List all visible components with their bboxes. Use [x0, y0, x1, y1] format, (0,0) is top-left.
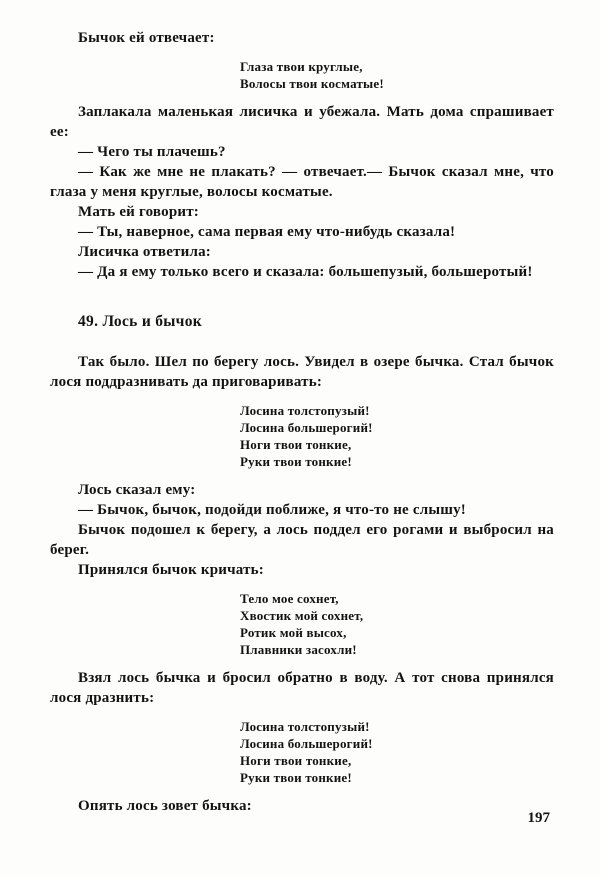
verse-line: Ноги твои тонкие, — [240, 753, 352, 768]
dialogue-line: — Да я ему только всего и сказала: большепузый, большеротый! — [78, 264, 533, 280]
story-paragraph: Принялся бычок кричать: — [78, 562, 265, 578]
verse-line: Плавники засохли! — [240, 642, 357, 657]
verse-line: Тело мое сохнет, — [240, 591, 339, 606]
story-paragraph: Бычок подошел к берегу, а лось поддел его рогами и выбросил на берег. — [50, 522, 554, 558]
verse-line: Руки твои тонкие! — [240, 770, 352, 785]
verse-line: Лосина большерогий! — [240, 736, 373, 751]
verse-line: Руки твои тонкие! — [240, 454, 352, 469]
verse-line: Глаза твои круглые, — [240, 59, 363, 74]
verse-line: Лосина толстопузый! — [240, 403, 370, 418]
verse-line: Ротик мой высох, — [240, 625, 347, 640]
dialogue-line: — Как же мне не плакать? — отвечает.— Бычок сказал мне, что глаза у меня круглые, волосы косматые. — [50, 164, 554, 200]
verse-block — [240, 58, 554, 92]
story-paragraph: Так было. Шел по берегу лось. Увидел в озере бычка. Стал бычок лося поддразнивать да приговаривать: — [50, 354, 554, 390]
story-paragraph: Опять лось зовет бычка: — [78, 798, 252, 814]
dialogue-line: — Чего ты плачешь? — [78, 144, 226, 160]
verse-block — [240, 590, 554, 658]
verse-line: Лосина большерогий! — [240, 420, 373, 435]
dialogue-line: — Бычок, бычок, подойди поближе, я что-то не слышу! — [78, 502, 466, 518]
story-paragraph: Взял лось бычка и бросил обратно в воду. А тот снова принялся лося дразнить: — [50, 670, 554, 706]
verse-line: Ноги твои тонкие, — [240, 437, 352, 452]
verse-line: Хвостик мой сохнет, — [240, 608, 364, 623]
story-paragraph: Заплакала маленькая лисичка и убежала. Мать дома спрашивает ее: — [50, 104, 554, 140]
story-paragraph: Бычок ей отвечает: — [78, 30, 215, 46]
verse-block — [240, 402, 554, 470]
dialogue-line: — Ты, наверное, сама первая ему что-нибудь сказала! — [78, 224, 456, 240]
story-paragraph: Лось сказал ему: — [78, 482, 196, 498]
section-heading: 49. Лось и бычок — [78, 313, 202, 330]
verse-block — [240, 718, 554, 786]
page-number: 197 — [527, 810, 550, 826]
verse-line: Волосы твои косматые! — [240, 76, 384, 91]
story-paragraph: Лисичка ответила: — [78, 244, 211, 260]
verse-line: Лосина толстопузый! — [240, 719, 370, 734]
story-paragraph: Мать ей говорит: — [78, 204, 199, 220]
